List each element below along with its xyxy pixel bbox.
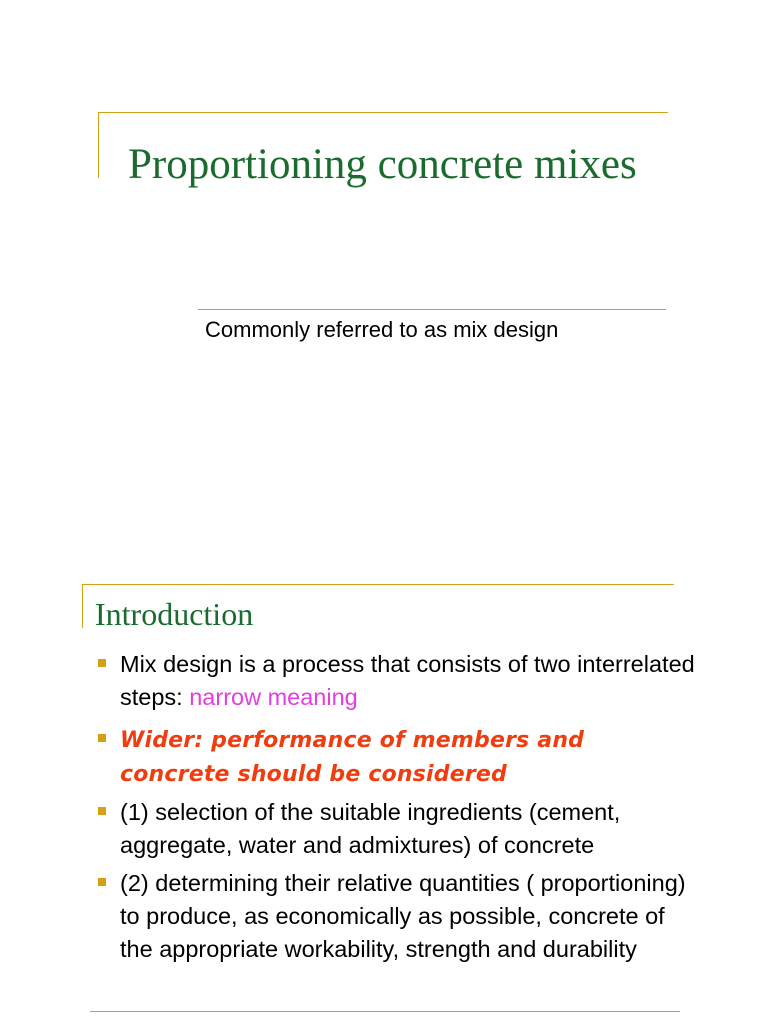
subtitle-accent-line bbox=[198, 309, 666, 310]
bullet-item bbox=[96, 723, 696, 791]
title-accent-line-left bbox=[82, 584, 83, 628]
slide-title: Proportioning concrete mixes bbox=[128, 141, 637, 188]
slide-2 bbox=[0, 560, 768, 1024]
bullet-highlight: narrow meaning bbox=[189, 684, 358, 710]
bullet-list bbox=[96, 648, 696, 966]
bullet-text: (2) determining their relative quantities ( proportioning) to produce, as economically as possible, concrete of the appropriate workability, strength and durability bbox=[120, 870, 686, 962]
bullet-text-emphasis: Wider: performance of members and concrete should be considered bbox=[120, 728, 585, 787]
bullet-item bbox=[96, 648, 696, 714]
bullet-text: Mix design is a process that consists of two interrelated steps: bbox=[120, 651, 695, 710]
bullet-item bbox=[96, 867, 696, 966]
bullet-item bbox=[96, 796, 696, 862]
title-accent-line-top bbox=[98, 112, 668, 113]
title-accent-line-left bbox=[98, 112, 99, 178]
square-bullet-icon bbox=[98, 659, 106, 667]
square-bullet-icon bbox=[98, 734, 106, 742]
bullet-text: (1) selection of the suitable ingredients (cement, aggregate, water and admixtures) of concrete bbox=[120, 799, 621, 858]
slide-subtitle: Commonly referred to as mix design bbox=[205, 317, 559, 342]
footer-accent-line bbox=[90, 1011, 680, 1012]
square-bullet-icon bbox=[98, 807, 106, 815]
title-accent-line-top bbox=[82, 584, 674, 585]
slide-title: Introduction bbox=[95, 596, 254, 632]
square-bullet-icon bbox=[98, 878, 106, 886]
